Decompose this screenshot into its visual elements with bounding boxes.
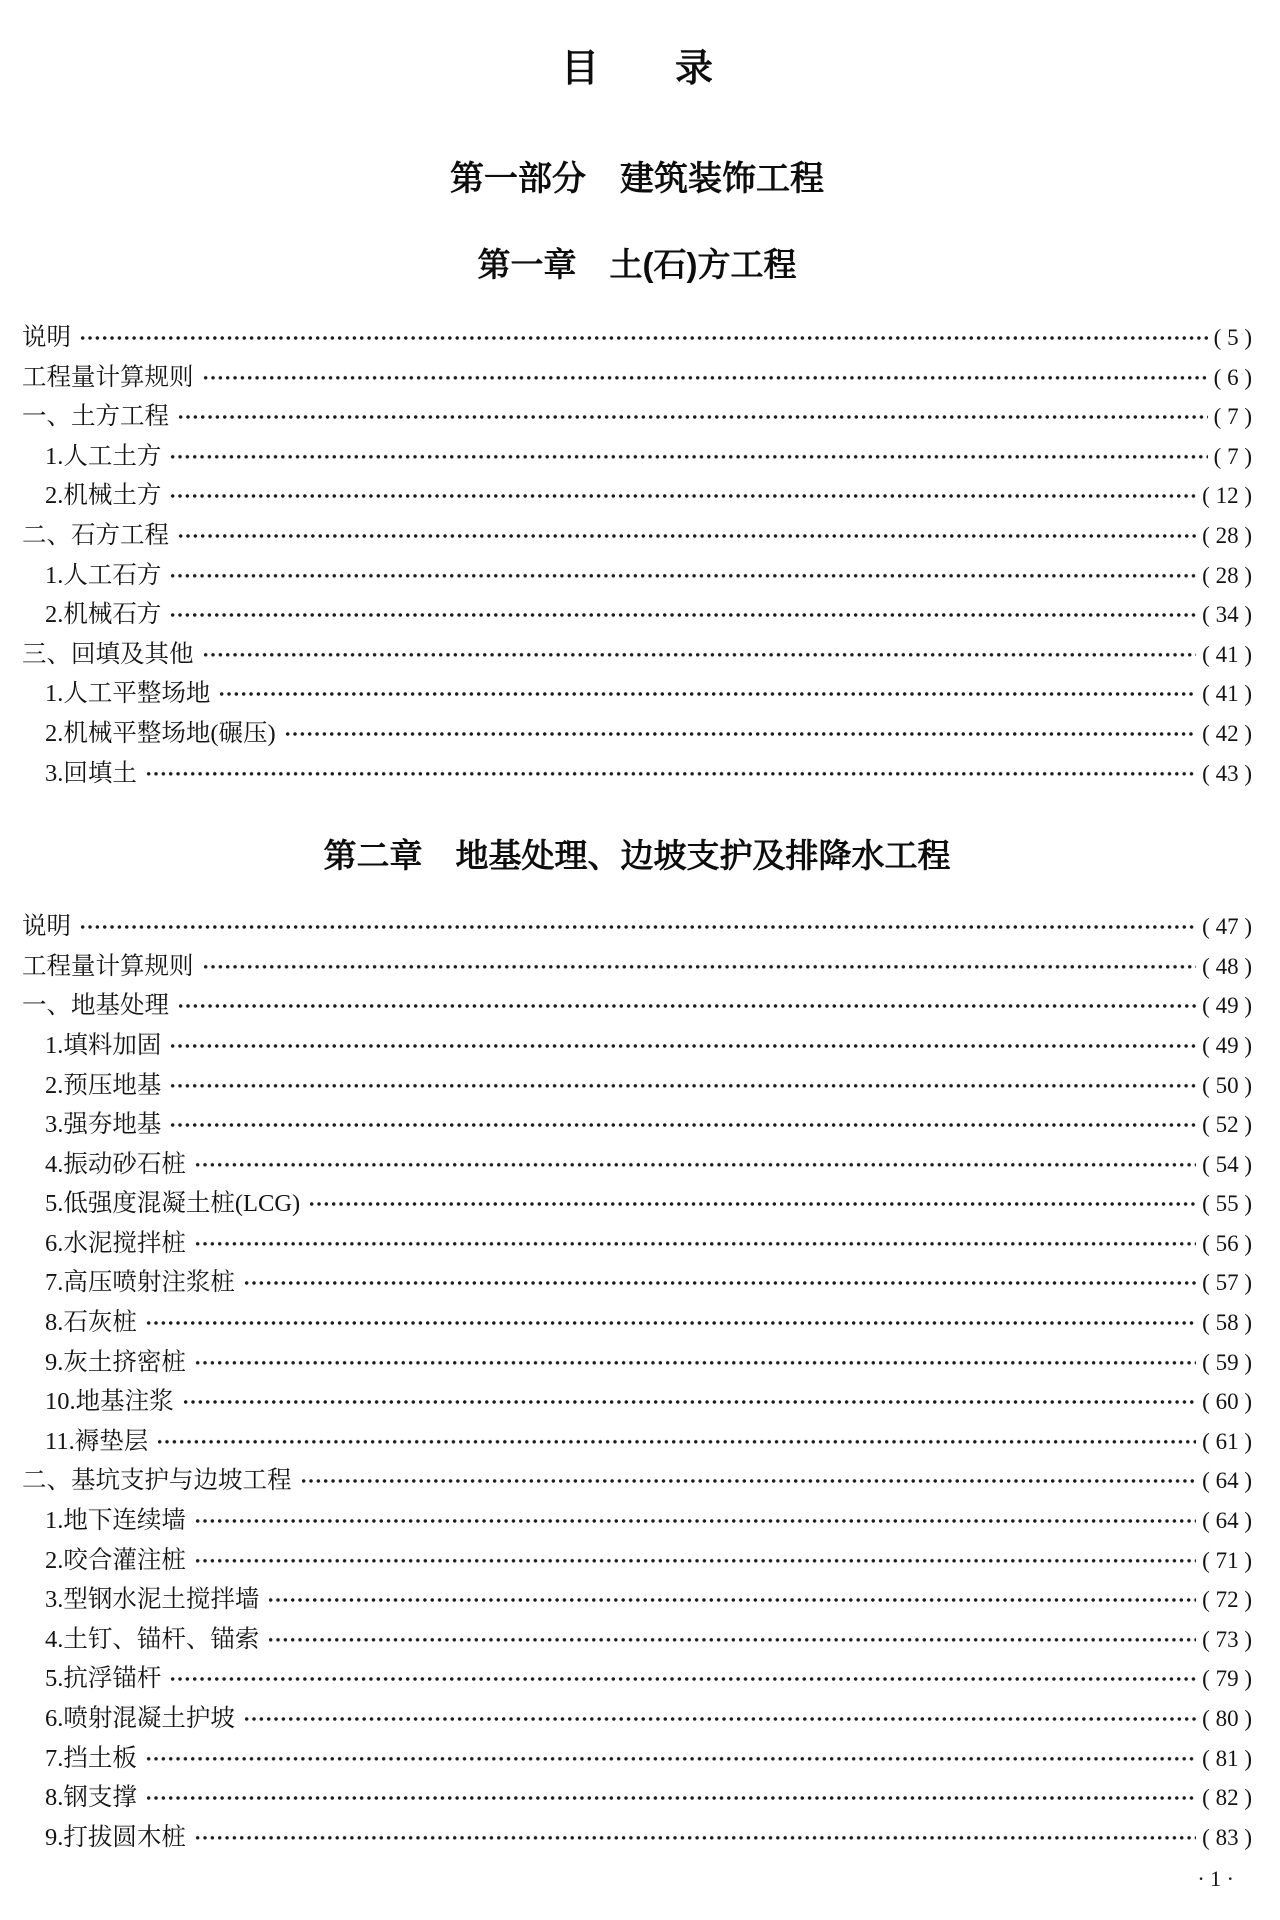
toc-page-number: ( 82 ) [1202,1785,1252,1811]
chapter-2-toc-list [22,907,1252,1857]
toc-page-number: ( 72 ) [1202,1587,1252,1613]
toc-entry[interactable] [22,358,1252,398]
toc-page-number: ( 28 ) [1202,522,1252,548]
toc-dot-leader [169,595,1196,635]
toc-dot-leader [182,1382,1197,1422]
toc-dot-leader [194,1501,1196,1541]
toc-entry-label: 4.振动砂石桩 [45,1150,186,1178]
toc-page-number: ( 61 ) [1202,1428,1252,1454]
toc-entry-label: 2.机械石方 [45,601,162,629]
toc-entry[interactable] [22,754,1252,794]
chapter-2-heading: 第二章 地基处理、边坡支护及排降水工程 [323,837,951,875]
toc-entry[interactable] [22,1224,1252,1264]
toc-entry-label: 11.褥垫层 [45,1427,149,1455]
toc-page-number: ( 6 ) [1213,364,1252,390]
toc-page-number: ( 49 ) [1202,993,1252,1019]
toc-dot-leader [169,1105,1196,1145]
toc-entry-label: 9.灰土挤密桩 [45,1348,186,1376]
toc-dot-leader [308,1184,1196,1224]
toc-entry-label: 说明 [22,913,71,941]
toc-page-number: ( 81 ) [1202,1745,1252,1771]
toc-entry[interactable] [22,907,1252,947]
toc-dot-leader [202,358,1208,398]
page-title: 目 录 [560,48,713,90]
toc-dot-leader [194,1224,1196,1264]
toc-dot-leader [300,1461,1197,1501]
toc-page-number: ( 43 ) [1202,760,1252,786]
toc-dot-leader [267,1620,1196,1660]
toc-dot-leader [169,1659,1196,1699]
toc-dot-leader [243,1699,1196,1739]
toc-dot-leader [194,1145,1196,1185]
toc-entry[interactable] [22,1145,1252,1185]
toc-page-number: ( 64 ) [1202,1508,1252,1534]
toc-entry-label: 5.低强度混凝土桩(LCG) [45,1190,301,1218]
toc-entry-label: 2.机械土方 [45,482,162,510]
part-1-heading: 第一部分 建筑装饰工程 [450,160,824,198]
toc-entry-label: 三、回填及其他 [22,640,194,668]
toc-page-number: ( 50 ) [1202,1072,1252,1098]
toc-entry[interactable] [22,1461,1252,1501]
toc-page-number: ( 52 ) [1202,1112,1252,1138]
toc-page-number: ( 56 ) [1202,1230,1252,1256]
toc-page-number: ( 80 ) [1202,1706,1252,1731]
toc-entry[interactable] [22,476,1252,516]
toc-entry-label: 3.回填土 [45,759,137,787]
chapter-1-heading: 第一章 土(石)方工程 [477,246,797,283]
toc-entry-label: 5.抗浮锚杆 [45,1665,162,1693]
toc-page-number: ( 47 ) [1202,914,1252,940]
toc-page-number: ( 5 ) [1213,325,1252,350]
toc-entry[interactable] [22,674,1252,714]
toc-entry[interactable] [22,1541,1252,1581]
toc-page-number: ( 28 ) [1202,562,1252,588]
toc-dot-leader [194,1343,1196,1383]
toc-dot-leader [177,516,1196,556]
toc-dot-leader [145,1739,1196,1779]
toc-entry[interactable] [22,1343,1252,1383]
toc-dot-leader [169,556,1196,596]
toc-page-number: ( 42 ) [1202,720,1252,746]
toc-dot-leader [194,1818,1196,1858]
toc-entry-label: 2.机械平整场地(碾压) [45,719,276,747]
toc-entry-label: 7.高压喷射注浆桩 [45,1269,235,1297]
toc-page-number: ( 60 ) [1202,1389,1252,1415]
toc-entry[interactable] [22,986,1252,1026]
toc-dot-leader [243,1263,1196,1303]
toc-entry-label: 6.喷射混凝土护坡 [45,1705,235,1732]
toc-entry[interactable] [22,397,1252,437]
toc-dot-leader [218,674,1196,714]
toc-dot-leader [169,1026,1196,1066]
toc-entry-label: 一、土方工程 [22,403,169,431]
toc-entry-label: 1.填料加固 [45,1031,162,1059]
toc-entry[interactable] [22,1580,1252,1620]
toc-page-number: ( 54 ) [1202,1151,1252,1177]
toc-entry-label: 8.钢支撑 [45,1784,137,1812]
toc-dot-leader [156,1422,1196,1462]
toc-entry-label: 3.型钢水泥土搅拌墙 [45,1586,260,1614]
toc-entry-label: 2.预压地基 [45,1071,162,1099]
toc-entry[interactable] [22,1620,1252,1660]
toc-page-number: ( 57 ) [1202,1270,1252,1296]
toc-entry-label: 二、石方工程 [22,521,169,549]
toc-dot-leader [169,437,1207,477]
toc-page-number: ( 73 ) [1202,1626,1252,1652]
toc-dot-leader [177,397,1208,437]
toc-page-number: ( 34 ) [1202,602,1252,628]
toc-entry[interactable] [22,1818,1252,1858]
folio-page-number: · 1 · [1197,1866,1234,1891]
toc-entry-label: 1.人工石方 [45,561,162,589]
toc-entry[interactable] [22,1739,1252,1779]
toc-entry[interactable] [22,1699,1252,1739]
toc-dot-leader [169,1066,1196,1106]
toc-entry[interactable] [22,1659,1252,1699]
toc-page-number: ( 83 ) [1202,1824,1252,1850]
toc-page-number: ( 64 ) [1202,1468,1252,1494]
toc-page-number: ( 12 ) [1202,483,1252,509]
toc-entry-label: 2.咬合灌注桩 [45,1546,186,1574]
toc-entry-label: 工程量计算规则 [22,363,194,391]
toc-page-number: ( 49 ) [1202,1032,1252,1058]
toc-dot-leader [145,754,1196,794]
toc-dot-leader [267,1580,1196,1620]
chapter-1-toc-list [22,318,1252,793]
toc-page-number: ( 58 ) [1202,1310,1252,1336]
toc-entry[interactable] [22,1066,1252,1106]
toc-entry[interactable] [22,635,1252,675]
toc-page-number: ( 41 ) [1202,641,1252,667]
toc-entry[interactable] [22,1382,1252,1422]
toc-entry[interactable] [22,1303,1252,1343]
toc-page-number: ( 48 ) [1202,953,1252,979]
toc-entry[interactable] [22,1263,1252,1303]
toc-entry[interactable] [22,318,1252,358]
toc-entry-label: 二、基坑支护与边坡工程 [22,1467,292,1495]
toc-page-number: ( 41 ) [1202,681,1252,707]
toc-dot-leader [169,476,1196,516]
toc-dot-leader [79,907,1196,947]
toc-page-number: ( 71 ) [1202,1547,1252,1573]
toc-dot-leader [202,947,1197,987]
toc-dot-leader [145,1778,1196,1818]
toc-page-number: ( 7 ) [1213,443,1252,469]
toc-entry-label: 1.人工平整场地 [45,680,211,708]
toc-page-number: ( 79 ) [1202,1666,1252,1692]
toc-entry[interactable] [22,1422,1252,1462]
toc-entry-label: 6.水泥搅拌桩 [45,1229,186,1257]
toc-entry-label: 10.地基注浆 [45,1388,174,1416]
toc-entry[interactable] [22,1105,1252,1145]
toc-entry[interactable] [22,556,1252,596]
toc-entry[interactable] [22,947,1252,987]
toc-entry-label: 1.人工土方 [45,442,162,470]
toc-entry[interactable] [22,595,1252,635]
toc-dot-leader [284,714,1196,754]
toc-entry-label: 3.强夯地基 [45,1111,162,1139]
toc-entry[interactable] [22,714,1252,754]
toc-entry-label: 说明 [22,324,71,351]
toc-entry[interactable] [22,1026,1252,1066]
toc-entry-label: 8.石灰桩 [45,1309,137,1337]
toc-entry[interactable] [22,516,1252,556]
toc-dot-leader [202,635,1197,675]
toc-page-number: ( 55 ) [1202,1191,1252,1217]
toc-dot-leader [79,318,1208,358]
toc-entry-label: 一、地基处理 [22,992,169,1020]
toc-entry-label: 4.土钉、锚杆、锚索 [45,1625,260,1653]
toc-page-number: ( 7 ) [1213,404,1252,430]
toc-entry-label: 9.打拔圆木桩 [45,1823,186,1851]
toc-entry[interactable] [22,1778,1252,1818]
toc-dot-leader [194,1541,1196,1581]
toc-dot-leader [145,1303,1196,1343]
toc-dot-leader [177,986,1196,1026]
toc-entry-label: 工程量计算规则 [22,952,194,980]
toc-entry[interactable] [22,437,1252,477]
toc-entry-label: 1.地下连续墙 [45,1507,186,1535]
toc-entry-label: 7.挡土板 [45,1744,137,1772]
toc-entry[interactable] [22,1501,1252,1541]
toc-entry[interactable] [22,1184,1252,1224]
toc-page-number: ( 59 ) [1202,1349,1252,1375]
